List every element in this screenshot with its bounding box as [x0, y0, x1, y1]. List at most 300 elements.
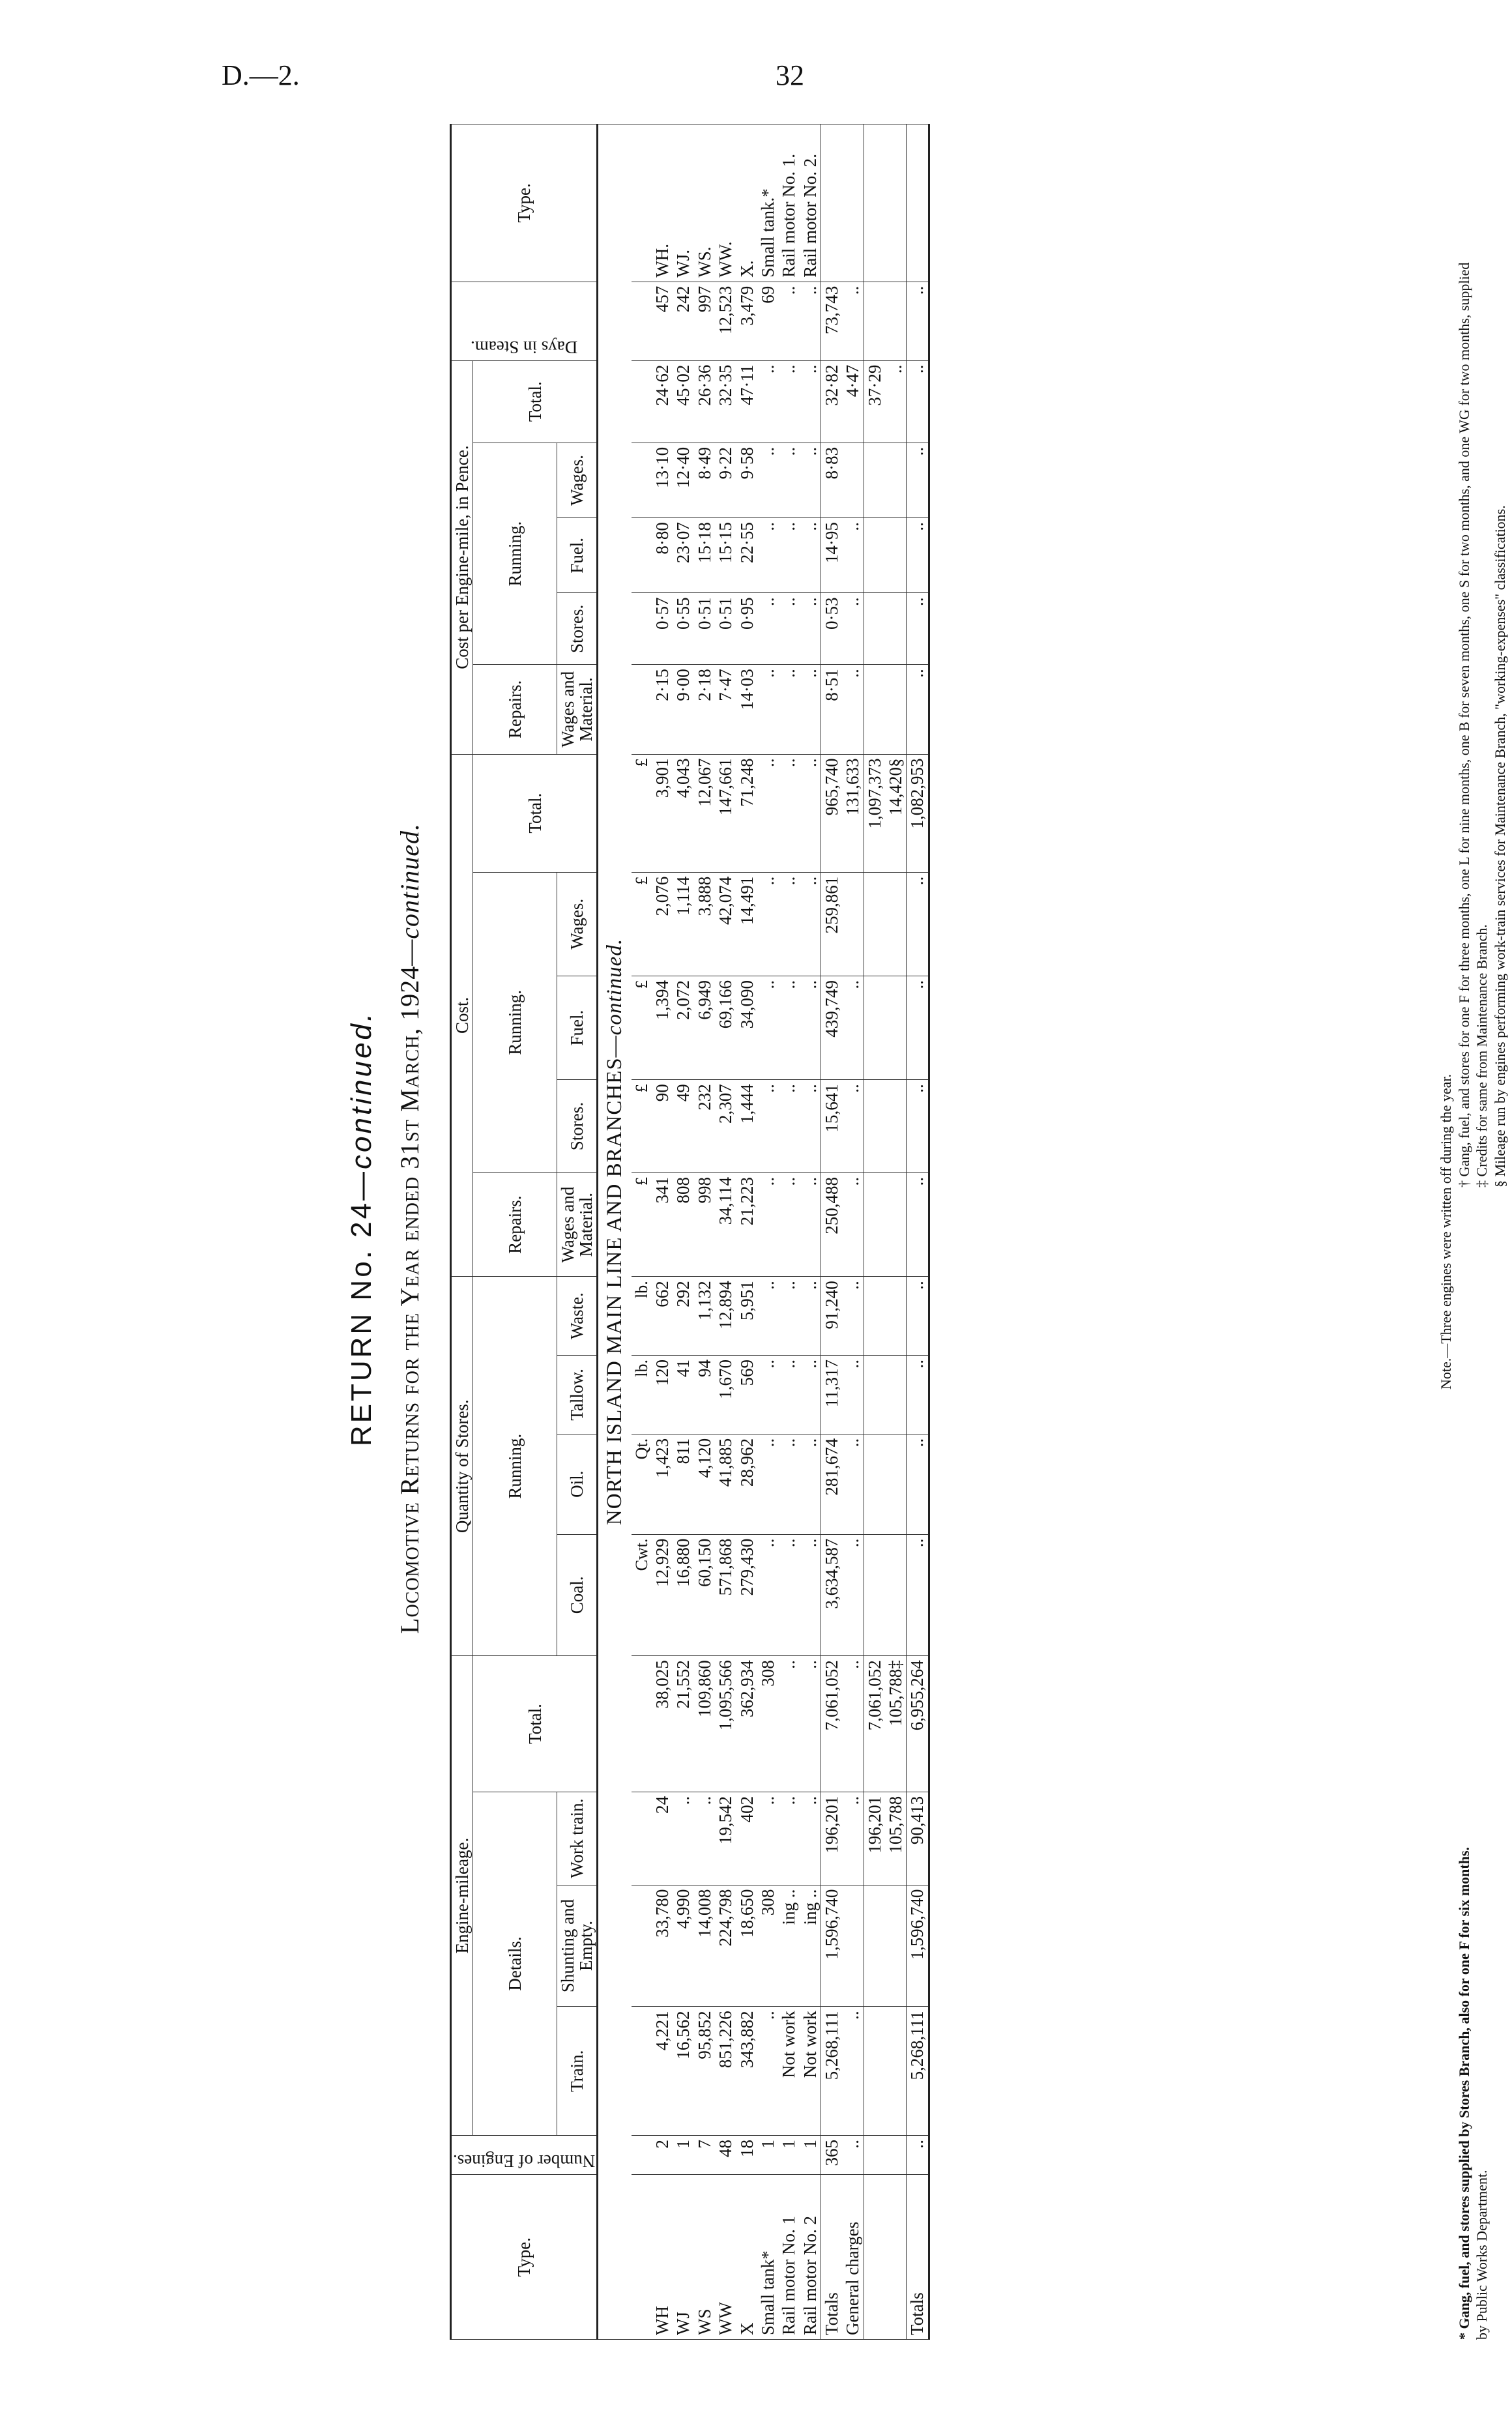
cell-type: Rail motor No. 1 [778, 2175, 799, 2340]
cell-oil: 1,423 [652, 1434, 673, 1534]
cell-p-repairs: 9·00 [673, 665, 693, 754]
cell-c-fuel: 34,090 [736, 976, 757, 1079]
cell-oil: .. [800, 1434, 821, 1534]
cell-days: 12,523 [715, 282, 736, 360]
report-subtitle: Locomotive Returns for the Year ended 31st March, 1924—continued. [395, 823, 424, 1634]
cell-days: 997 [694, 282, 715, 360]
cell-shunting: 18,650 [736, 1885, 757, 2007]
cell-tallow: 94 [694, 1356, 715, 1434]
cell-engines: 1 [673, 2136, 693, 2175]
cell-c-repairs: .. [800, 1172, 821, 1276]
cell-type: Totals [821, 2175, 842, 2340]
col-cost-running: Running. [473, 872, 557, 1172]
cell-waste: 91,240 [821, 1277, 842, 1356]
page-code: D.—2. [222, 59, 300, 91]
cell-p-fuel: .. [842, 518, 864, 593]
col-stores-running: Running. [473, 1277, 557, 1656]
cell-p-stores [864, 593, 885, 665]
cell-c-stores: 232 [694, 1080, 715, 1173]
cell-c-repairs: 34,114 [715, 1172, 736, 1276]
cell-type-right [864, 124, 885, 282]
col-pence-repairs: Repairs. [473, 665, 557, 754]
cell-c-total: 12,067 [694, 754, 715, 872]
cell-p-wages: 13·10 [652, 443, 673, 517]
cell-engines: .. [842, 2136, 864, 2175]
cell-total: 38,025 [652, 1656, 673, 1792]
col-cost-fuel: Fuel. [557, 976, 598, 1079]
table-row [907, 124, 929, 2340]
cell-work: .. [778, 1792, 799, 1885]
cell-coal: 3,634,587 [821, 1534, 842, 1656]
cell-type: WJ [673, 2175, 693, 2340]
cell-p-fuel: 23·07 [673, 518, 693, 593]
cell-type-right: X. [736, 124, 757, 282]
cell-p-total: 32·82 [821, 360, 842, 443]
cell-type-right [842, 124, 864, 282]
cell-c-fuel: 69,166 [715, 976, 736, 1079]
cell-work: .. [842, 1792, 864, 1885]
cell-c-stores: 49 [673, 1080, 693, 1173]
cell-tallow: 41 [673, 1356, 693, 1434]
cell-work: 105,788 [885, 1792, 907, 1885]
cell-type-right: WS. [694, 124, 715, 282]
cell-waste: 662 [652, 1277, 673, 1356]
col-pence-wages: Wages. [557, 443, 598, 517]
cell-engines: 2 [652, 2136, 673, 2175]
cell-tallow: 11,317 [821, 1356, 842, 1434]
cell-coal: 279,430 [736, 1534, 757, 1656]
col-cost-total: Total. [473, 754, 598, 872]
cell-type: General charges [842, 2175, 864, 2340]
cell-coal: 16,880 [673, 1534, 693, 1656]
cell-coal: .. [757, 1534, 778, 1656]
cell-tallow: .. [757, 1356, 778, 1434]
cell-work: .. [800, 1792, 821, 1885]
cell-c-repairs: .. [757, 1172, 778, 1276]
cell-c-total: .. [800, 754, 821, 872]
cell-coal: 12,929 [652, 1534, 673, 1656]
cell-p-fuel: 15·18 [694, 518, 715, 593]
cell-work: 90,413 [907, 1792, 929, 1885]
cell-p-total: 26·36 [694, 360, 715, 443]
col-waste: Waste. [557, 1277, 598, 1356]
cell-waste [864, 1277, 885, 1356]
cell-type: WS [694, 2175, 715, 2340]
cell-c-fuel [864, 976, 885, 1079]
table-row [715, 124, 736, 2340]
cell-oil [885, 1434, 907, 1534]
cell-p-repairs [864, 665, 885, 754]
cell-type: Small tank* [757, 2175, 778, 2340]
col-work-train: Work train. [557, 1792, 598, 1885]
table-row [673, 124, 693, 2340]
col-mileage-total: Total. [473, 1656, 598, 1792]
cell-coal: 60,150 [694, 1534, 715, 1656]
cell-c-total: 3,901 [652, 754, 673, 872]
cell-p-fuel: 8·80 [652, 518, 673, 593]
cell-c-fuel [885, 976, 907, 1079]
cell-c-repairs: 250,488 [821, 1172, 842, 1276]
cell-shunting: 1,596,740 [907, 1885, 929, 2007]
col-tallow: Tallow. [557, 1356, 598, 1434]
cell-work: .. [673, 1792, 693, 1885]
cell-c-total: 1,097,373 [864, 754, 885, 872]
cell-p-stores: 0·51 [715, 593, 736, 665]
col-details: Details. [473, 1792, 557, 2135]
cell-waste [885, 1277, 907, 1356]
cell-c-stores: .. [907, 1080, 929, 1173]
cell-p-fuel [885, 518, 907, 593]
cell-p-stores: .. [778, 593, 799, 665]
cell-total: 7,061,052 [821, 1656, 842, 1792]
locomotive-returns-table [450, 124, 930, 2340]
cell-train: Not work [778, 2007, 799, 2136]
cell-c-repairs: 808 [673, 1172, 693, 1276]
cell-work: 24 [652, 1792, 673, 1885]
cell-shunting: 308 [757, 1885, 778, 2007]
cell-coal: .. [907, 1534, 929, 1656]
cell-p-stores: .. [907, 593, 929, 665]
cell-tallow: 569 [736, 1356, 757, 1434]
rotated-page-content [345, 104, 1512, 2353]
cell-train: 95,852 [694, 2007, 715, 2136]
cell-train [885, 2007, 907, 2136]
cell-shunting [885, 1885, 907, 2007]
cell-c-total: .. [757, 754, 778, 872]
cell-c-wages: 42,074 [715, 872, 736, 976]
cell-days: .. [778, 282, 799, 360]
cell-days [885, 282, 907, 360]
cell-p-total: .. [885, 360, 907, 443]
cell-p-total: .. [778, 360, 799, 443]
cell-waste: .. [842, 1277, 864, 1356]
cell-total: 21,552 [673, 1656, 693, 1792]
cell-c-total: 71,248 [736, 754, 757, 872]
cell-shunting: 4,990 [673, 1885, 693, 2007]
cell-p-total: .. [907, 360, 929, 443]
table-row [864, 124, 885, 2340]
cell-tallow [864, 1356, 885, 1434]
cell-oil: 41,885 [715, 1434, 736, 1534]
cell-type [864, 2175, 885, 2340]
cell-days: 457 [652, 282, 673, 360]
footnote-star: * Gang, fuel, and stores supplied by Stores Branch, also for one F for six months. by Public Works Department. [1455, 1846, 1490, 2340]
cell-oil: 281,674 [821, 1434, 842, 1534]
cell-p-repairs: 2·15 [652, 665, 673, 754]
cell-waste: 5,951 [736, 1277, 757, 1356]
table-row [885, 124, 907, 2340]
cell-p-stores: .. [757, 593, 778, 665]
cell-oil: 4,120 [694, 1434, 715, 1534]
cell-c-stores: 15,641 [821, 1080, 842, 1173]
cell-p-stores: .. [800, 593, 821, 665]
table-row [842, 124, 864, 2340]
cell-type [885, 2175, 907, 2340]
cell-shunting: 224,798 [715, 1885, 736, 2007]
cell-p-fuel: .. [800, 518, 821, 593]
cell-days: .. [907, 282, 929, 360]
cell-c-wages: .. [907, 872, 929, 976]
cell-engines: 18 [736, 2136, 757, 2175]
col-quantity-stores: Quantity of Stores. [451, 1277, 473, 1656]
cell-c-wages [885, 872, 907, 976]
cell-type: WW [715, 2175, 736, 2340]
cell-c-repairs [864, 1172, 885, 1276]
cell-train: 4,221 [652, 2007, 673, 2136]
cell-total: 6,955,264 [907, 1656, 929, 1792]
cell-engines: 48 [715, 2136, 736, 2175]
cell-waste: 292 [673, 1277, 693, 1356]
cell-p-fuel [864, 518, 885, 593]
cell-days: .. [800, 282, 821, 360]
cell-type: Rail motor No. 2 [800, 2175, 821, 2340]
col-cost-repairs: Repairs. [473, 1172, 557, 1276]
cell-coal: .. [800, 1534, 821, 1656]
cell-type: X [736, 2175, 757, 2340]
section-heading: NORTH ISLAND MAIN LINE AND BRANCHES—continued. [598, 124, 632, 2340]
cell-train: 851,226 [715, 2007, 736, 2136]
cell-c-wages: 3,888 [694, 872, 715, 976]
cell-c-wages: .. [757, 872, 778, 976]
cell-p-total: 47·11 [736, 360, 757, 443]
cell-p-stores: 0·95 [736, 593, 757, 665]
cell-c-total: 1,082,953 [907, 754, 929, 872]
cell-p-repairs: 2·18 [694, 665, 715, 754]
note-line: Note.—Three engines were written off during the year. [1438, 1073, 1454, 1390]
cell-p-stores: 0·55 [673, 593, 693, 665]
cell-type: WH [652, 2175, 673, 2340]
cell-oil: .. [757, 1434, 778, 1534]
cell-days: 3,479 [736, 282, 757, 360]
cell-p-fuel: 15·15 [715, 518, 736, 593]
cell-engines [885, 2136, 907, 2175]
cell-train: 5,268,111 [907, 2007, 929, 2136]
cell-total: 308 [757, 1656, 778, 1792]
table-row [652, 124, 673, 2340]
cell-c-repairs: 341 [652, 1172, 673, 1276]
cell-type-right: Small tank.* [757, 124, 778, 282]
cell-c-stores [885, 1080, 907, 1173]
cell-train: .. [757, 2007, 778, 2136]
cell-total: .. [800, 1656, 821, 1792]
cell-days: .. [842, 282, 864, 360]
col-pence-total: Total. [473, 360, 598, 443]
cell-c-fuel: 1,394 [652, 976, 673, 1079]
cell-p-repairs: .. [842, 665, 864, 754]
cell-train: 16,562 [673, 2007, 693, 2136]
cell-c-total: .. [778, 754, 799, 872]
cell-p-fuel: .. [757, 518, 778, 593]
cell-oil: 811 [673, 1434, 693, 1534]
cell-type-right: WW. [715, 124, 736, 282]
col-type: Type. [451, 2175, 598, 2340]
cell-coal: .. [842, 1534, 864, 1656]
cell-total: 362,934 [736, 1656, 757, 1792]
cell-p-wages: 8·83 [821, 443, 842, 517]
cell-p-stores [885, 593, 907, 665]
cell-c-wages: 14,491 [736, 872, 757, 976]
cell-total: .. [842, 1656, 864, 1792]
col-cost-wages: Wages. [557, 872, 598, 976]
cell-c-stores: 2,307 [715, 1080, 736, 1173]
cell-p-repairs: 8·51 [821, 665, 842, 754]
cell-c-fuel: 2,072 [673, 976, 693, 1079]
cell-p-stores: 0·57 [652, 593, 673, 665]
cell-c-fuel: .. [907, 976, 929, 1079]
col-pence-wages-material: Wages and Material. [557, 665, 598, 754]
cell-c-total: 147,661 [715, 754, 736, 872]
cell-tallow [885, 1356, 907, 1434]
cell-p-fuel: 22·55 [736, 518, 757, 593]
cell-shunting [864, 1885, 885, 2007]
cell-tallow: .. [778, 1356, 799, 1434]
cell-c-wages: 259,861 [821, 872, 842, 976]
cell-p-wages: .. [907, 443, 929, 517]
cell-p-repairs: .. [907, 665, 929, 754]
cell-c-wages: .. [800, 872, 821, 976]
cell-shunting: 33,780 [652, 1885, 673, 2007]
cell-c-repairs: 998 [694, 1172, 715, 1276]
cell-type-right [907, 124, 929, 282]
cell-p-repairs: 14·03 [736, 665, 757, 754]
cell-p-total: 24·62 [652, 360, 673, 443]
cell-train: 343,882 [736, 2007, 757, 2136]
cell-shunting [842, 1885, 864, 2007]
cell-engines: 1 [757, 2136, 778, 2175]
table-row [757, 124, 778, 2340]
cell-train [864, 2007, 885, 2136]
cell-total: 105,788‡ [885, 1656, 907, 1792]
col-cost-wages-material: Wages and Material. [557, 1172, 598, 1276]
cell-p-total: 37·29 [864, 360, 885, 443]
table-row [800, 124, 821, 2340]
cell-p-wages: .. [757, 443, 778, 517]
cell-p-stores: 0·51 [694, 593, 715, 665]
cell-c-wages: 2,076 [652, 872, 673, 976]
cell-work: 19,542 [715, 1792, 736, 1885]
cell-c-repairs: .. [907, 1172, 929, 1276]
cell-p-total: 45·02 [673, 360, 693, 443]
cell-engines [864, 2136, 885, 2175]
cell-p-wages: .. [778, 443, 799, 517]
cell-p-total: 32·35 [715, 360, 736, 443]
table-row [694, 124, 715, 2340]
col-shunting: Shunting and Empty. [557, 1885, 598, 2007]
cell-engines: 1 [778, 2136, 799, 2175]
cell-p-repairs: .. [757, 665, 778, 754]
cell-c-stores: 90 [652, 1080, 673, 1173]
cell-p-wages: .. [800, 443, 821, 517]
cell-coal [864, 1534, 885, 1656]
cell-p-wages [842, 443, 864, 517]
table-row [821, 124, 842, 2340]
cell-p-wages: 12·40 [673, 443, 693, 517]
cell-p-stores: .. [842, 593, 864, 665]
cell-total: 7,061,052 [864, 1656, 885, 1792]
cell-p-total: 4·47 [842, 360, 864, 443]
cell-shunting: 1,596,740 [821, 1885, 842, 2007]
cell-c-stores: .. [778, 1080, 799, 1173]
page-number: 32 [776, 59, 804, 91]
cell-c-fuel: .. [778, 976, 799, 1079]
cell-oil [864, 1434, 885, 1534]
cell-work: 196,201 [864, 1792, 885, 1885]
cell-type-right [821, 124, 842, 282]
col-oil: Oil. [557, 1434, 598, 1534]
cell-p-repairs: 7·47 [715, 665, 736, 754]
cell-engines: 7 [694, 2136, 715, 2175]
cell-c-fuel: 6,949 [694, 976, 715, 1079]
cell-waste: .. [757, 1277, 778, 1356]
cell-c-stores: .. [842, 1080, 864, 1173]
cell-engines: .. [907, 2136, 929, 2175]
cell-days: 242 [673, 282, 693, 360]
table-row [736, 124, 757, 2340]
cell-p-fuel: 14·95 [821, 518, 842, 593]
cell-type: Totals [907, 2175, 929, 2340]
cell-train: .. [842, 2007, 864, 2136]
cell-coal: .. [778, 1534, 799, 1656]
table-body [598, 124, 929, 2340]
cell-p-wages: 8·49 [694, 443, 715, 517]
cell-coal: 571,868 [715, 1534, 736, 1656]
cell-p-wages: 9·22 [715, 443, 736, 517]
col-cost: Cost. [451, 754, 473, 1277]
cell-p-repairs [885, 665, 907, 754]
cell-shunting: 14,008 [694, 1885, 715, 2007]
col-coal: Coal. [557, 1534, 598, 1656]
cell-c-fuel: .. [757, 976, 778, 1079]
cell-c-fuel: 439,749 [821, 976, 842, 1079]
cell-p-wages [864, 443, 885, 517]
cell-c-stores: .. [800, 1080, 821, 1173]
cell-p-fuel: .. [907, 518, 929, 593]
cell-p-fuel: .. [778, 518, 799, 593]
col-engine-mileage: Engine-mileage. [451, 1656, 473, 2136]
cell-tallow: 1,670 [715, 1356, 736, 1434]
cell-p-wages: 9·58 [736, 443, 757, 517]
cell-oil: .. [907, 1434, 929, 1534]
cell-total: .. [778, 1656, 799, 1792]
cell-engines: 365 [821, 2136, 842, 2175]
col-cost-per-mile: Cost per Engine-mile, in Pence. [451, 360, 473, 754]
cell-coal [885, 1534, 907, 1656]
cell-engines: 1 [800, 2136, 821, 2175]
cell-work: 196,201 [821, 1792, 842, 1885]
footnote-dagger: † Gang, fuel, and stores for one F for three months, one L for nine months, one B for seven months, one S for two months, and one WG for two months, supplied ‡ Credits for same from Maintenance Branch. § Mileage run by engines performing work-train services for Maintenance Branch, "working-expenses" classifications. [1455, 262, 1508, 1187]
cell-p-repairs: .. [778, 665, 799, 754]
cell-oil: .. [842, 1434, 864, 1534]
cell-work: 402 [736, 1792, 757, 1885]
cell-type-right: Rail motor No. 2. [800, 124, 821, 282]
cell-waste: .. [778, 1277, 799, 1356]
col-cost-stores: Stores. [557, 1080, 598, 1173]
cell-c-total: 14,420§ [885, 754, 907, 872]
cell-shunting: ing .. [800, 1885, 821, 2007]
cell-total: 109,860 [694, 1656, 715, 1792]
cell-c-fuel: .. [842, 976, 864, 1079]
units-row: Cwt. Qt. lb. lb. £ £ £ £ £ [632, 124, 652, 2340]
cell-c-total: 131,633 [842, 754, 864, 872]
cell-tallow: .. [907, 1356, 929, 1434]
cell-p-total: .. [800, 360, 821, 443]
cell-c-wages: 1,114 [673, 872, 693, 976]
cell-p-stores: 0·53 [821, 593, 842, 665]
cell-type-right: Rail motor No. 1. [778, 124, 799, 282]
footnotes [1437, 124, 1509, 2340]
cell-c-repairs: 21,223 [736, 1172, 757, 1276]
cell-c-wages [864, 872, 885, 976]
